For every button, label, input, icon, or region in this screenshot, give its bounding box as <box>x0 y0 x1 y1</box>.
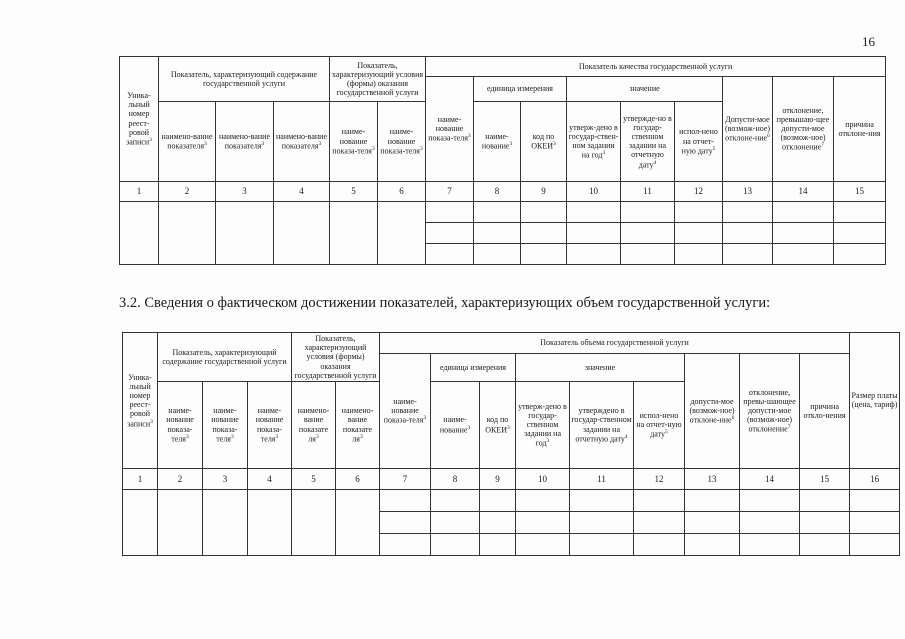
column-number: 9 <box>480 468 516 489</box>
unit-name-header: наиме-нование$^3$ <box>474 102 521 182</box>
content-indicator-header: Показатель, характеризующий содержание государственной услуги <box>158 333 292 382</box>
empty-cell[interactable] <box>850 511 900 533</box>
empty-cell[interactable] <box>800 489 850 511</box>
empty-cell[interactable] <box>158 489 203 555</box>
approved-date-header: утвержде-но в государ-ственном задании на отчетную дату$^4$ <box>621 102 675 182</box>
empty-cell[interactable] <box>567 202 621 223</box>
empty-cell[interactable] <box>380 511 431 533</box>
conditions-indicator-name-2: наимено-вание показате $ля^3$ <box>336 381 380 468</box>
page-number: 16 <box>862 34 875 49</box>
approved-year-header: утверж-дено в государ-ствен-ном задании на год$^3$ <box>567 102 621 182</box>
fulfilled-date-header: испол-нено на отчет-ную дату$^5$ <box>634 381 685 468</box>
empty-cell[interactable] <box>834 202 886 223</box>
conditions-indicator-name-1: наимено-вание показате $ля^3$ <box>292 381 336 468</box>
empty-cell[interactable] <box>159 202 216 265</box>
allowed-deviation-header: Допусти-мое (возмож-ное) отклоне-ние$^6$ <box>723 77 773 182</box>
empty-cell[interactable] <box>723 223 773 244</box>
empty-cell[interactable] <box>474 202 521 223</box>
conditions-indicator-name-2: наиме-нование показа-теля$^3$ <box>378 102 426 182</box>
empty-cell[interactable] <box>800 511 850 533</box>
empty-cell[interactable] <box>675 244 723 265</box>
conditions-indicator-name-1: наиме-нование показа-теля$^3$ <box>330 102 378 182</box>
indicator-name-header: наиме-нование показа-теля$^3$ <box>380 354 431 469</box>
empty-cell[interactable] <box>474 223 521 244</box>
column-number: 11 <box>570 468 634 489</box>
fee-amount-header: Размер платы (цена, тариф) <box>850 333 900 469</box>
quality-indicators-table <box>119 56 886 265</box>
column-number: 14 <box>740 468 800 489</box>
content-indicator-name-3: наиме-нование показа-теля$^3$ <box>248 381 292 468</box>
empty-cell[interactable] <box>675 202 723 223</box>
empty-cell[interactable] <box>740 489 800 511</box>
empty-cell[interactable] <box>723 202 773 223</box>
content-indicator-header: Показатель, характеризующий содержание государственной услуги <box>159 57 330 102</box>
empty-cell[interactable] <box>336 489 380 555</box>
empty-cell[interactable] <box>685 489 740 511</box>
unit-of-measure-header: единица измерения <box>431 354 516 382</box>
empty-cell[interactable] <box>773 223 834 244</box>
column-number: 5 <box>292 468 336 489</box>
empty-cell[interactable] <box>634 533 685 555</box>
column-number: 2 <box>158 468 203 489</box>
empty-cell[interactable] <box>570 533 634 555</box>
empty-cell[interactable] <box>426 223 474 244</box>
empty-cell[interactable] <box>380 489 431 511</box>
empty-cell[interactable] <box>723 244 773 265</box>
content-indicator-name-2: наиме-нование показа-теля$^3$ <box>203 381 248 468</box>
empty-cell[interactable] <box>378 202 426 265</box>
content-indicator-name-2: наимено-вание показателя$^3$ <box>216 102 274 182</box>
empty-cell[interactable] <box>567 223 621 244</box>
empty-cell[interactable] <box>521 202 567 223</box>
unique-number-header: Уника-льный номер реест-ровой записи$^3$ <box>120 57 159 182</box>
empty-cell[interactable] <box>567 244 621 265</box>
empty-cell[interactable] <box>426 202 474 223</box>
empty-cell[interactable] <box>570 489 634 511</box>
empty-cell[interactable] <box>773 202 834 223</box>
empty-cell[interactable] <box>675 223 723 244</box>
column-number: 10 <box>516 468 570 489</box>
conditions-indicator-header: Показатель, характеризующий условия (формы) оказания государственной услуги <box>292 333 380 382</box>
empty-cell[interactable] <box>740 533 800 555</box>
empty-cell[interactable] <box>431 511 480 533</box>
empty-cell[interactable] <box>634 511 685 533</box>
unit-of-measure-header: единица измерения <box>474 77 567 102</box>
empty-cell[interactable] <box>292 489 336 555</box>
empty-cell[interactable] <box>834 244 886 265</box>
empty-cell[interactable] <box>480 511 516 533</box>
column-number: 10 <box>567 182 621 202</box>
column-number: 4 <box>274 182 330 202</box>
column-number: 6 <box>336 468 380 489</box>
empty-cell[interactable] <box>516 533 570 555</box>
empty-cell[interactable] <box>773 244 834 265</box>
empty-cell[interactable] <box>380 533 431 555</box>
indicator-name-header: наиме-нование показа-теля$^3$ <box>426 77 474 182</box>
column-number: 15 <box>800 468 850 489</box>
value-header: значение <box>516 354 685 382</box>
exceeding-deviation-header: отклонение, превышаю-щее допусти-мое (возмож-ное) отклонение$^7$ <box>773 77 834 182</box>
volume-indicator-header: Показатель объема государственной услуги <box>380 333 850 354</box>
empty-cell[interactable] <box>740 511 800 533</box>
column-number: 16 <box>850 468 900 489</box>
empty-cell[interactable] <box>431 489 480 511</box>
column-number: 8 <box>431 468 480 489</box>
empty-cell[interactable] <box>521 223 567 244</box>
empty-cell[interactable] <box>480 489 516 511</box>
approved-date-header: утверждено в государ-ственном задании на отчетную дату$^4$ <box>570 381 634 468</box>
empty-cell[interactable] <box>474 244 521 265</box>
unit-name-header: наиме-нование$^3$ <box>431 381 480 468</box>
column-number: 3 <box>216 182 274 202</box>
empty-cell[interactable] <box>330 202 378 265</box>
empty-cell[interactable] <box>621 223 675 244</box>
okei-code-header: код по ОКЕИ$^3$ <box>480 381 516 468</box>
column-number: 4 <box>248 468 292 489</box>
quality-indicator-header: Показатель качества государственной услуги <box>426 57 886 77</box>
allowed-deviation-header: допусти-мое (возмож-ное) отклоне-ние$^6$ <box>685 354 740 469</box>
empty-cell[interactable] <box>685 511 740 533</box>
content-indicator-name-1: наимено-вание показателя$^3$ <box>159 102 216 182</box>
empty-cell[interactable] <box>248 489 292 555</box>
column-number: 8 <box>474 182 521 202</box>
column-number: 3 <box>203 468 248 489</box>
empty-cell[interactable] <box>203 489 248 555</box>
column-number: 13 <box>723 182 773 202</box>
empty-cell[interactable] <box>274 202 330 265</box>
empty-cell[interactable] <box>634 489 685 511</box>
column-number: 12 <box>675 182 723 202</box>
volume-indicators-table <box>122 332 900 556</box>
conditions-indicator-header: Показатель, характеризующий условия (формы) оказания государственной услуги <box>330 57 426 102</box>
empty-cell[interactable] <box>431 533 480 555</box>
empty-cell[interactable] <box>216 202 274 265</box>
exceeding-deviation-header: отклонение, превы-шающее допусти-мое (возмож-ное) отклонение$^7$ <box>740 354 800 469</box>
column-number: 15 <box>834 182 886 202</box>
unique-number-header: Уника-льный номер реест-ровой записи$^3$ <box>123 333 158 469</box>
column-number: 13 <box>685 468 740 489</box>
empty-cell[interactable] <box>621 202 675 223</box>
column-number: 2 <box>159 182 216 202</box>
column-number: 12 <box>634 468 685 489</box>
content-indicator-name-1: наиме-нование показа-теля$^3$ <box>158 381 203 468</box>
section-heading: 3.2. Сведения о фактическом достижении показателей, характеризующих объем государственной услуги: <box>119 295 771 311</box>
deviation-reason-header: причина откло-нения <box>800 354 850 469</box>
column-number: 11 <box>621 182 675 202</box>
empty-cell[interactable] <box>426 244 474 265</box>
okei-code-header: код по ОКЕИ$^3$ <box>521 102 567 182</box>
column-number: 1 <box>120 182 159 202</box>
fulfilled-date-header: испол-нено на отчет-ную дату$^5$ <box>675 102 723 182</box>
column-number: 7 <box>380 468 431 489</box>
empty-cell[interactable] <box>570 511 634 533</box>
column-number: 14 <box>773 182 834 202</box>
approved-year-header: утверж-дено в государ-ственном задании на год$^3$ <box>516 381 570 468</box>
empty-cell[interactable] <box>834 223 886 244</box>
deviation-reason-header: причина отклоне-ния <box>834 77 886 182</box>
empty-cell[interactable] <box>850 489 900 511</box>
content-indicator-name-3: наимено-вание показателя$^3$ <box>274 102 330 182</box>
empty-cell[interactable] <box>123 489 158 555</box>
empty-cell[interactable] <box>685 533 740 555</box>
empty-cell[interactable] <box>516 489 570 511</box>
value-header: значение <box>567 77 723 102</box>
empty-cell[interactable] <box>516 511 570 533</box>
column-number: 1 <box>123 468 158 489</box>
empty-cell[interactable] <box>850 533 900 555</box>
empty-cell[interactable] <box>480 533 516 555</box>
empty-cell[interactable] <box>621 244 675 265</box>
empty-cell[interactable] <box>800 533 850 555</box>
column-number: 5 <box>330 182 378 202</box>
column-number: 7 <box>426 182 474 202</box>
empty-cell[interactable] <box>521 244 567 265</box>
empty-cell[interactable] <box>120 202 159 265</box>
column-number: 9 <box>521 182 567 202</box>
column-number: 6 <box>378 182 426 202</box>
